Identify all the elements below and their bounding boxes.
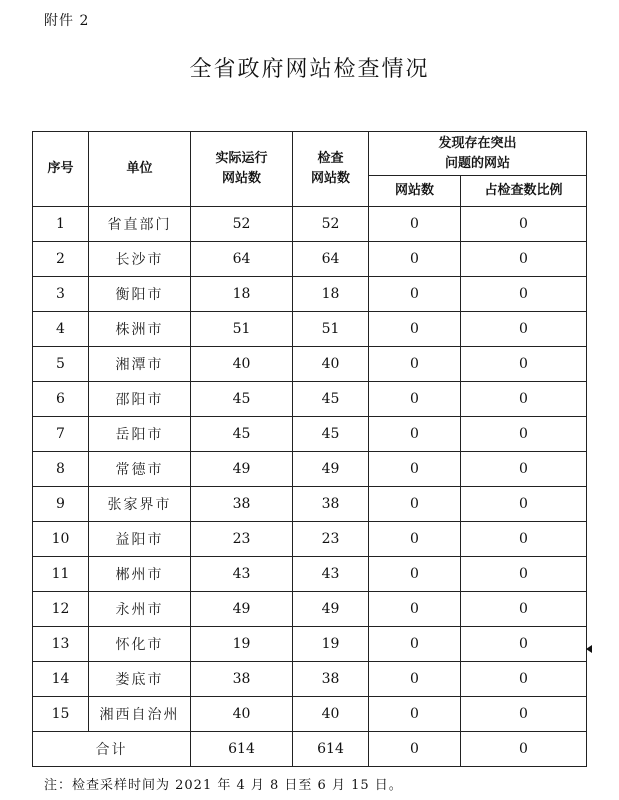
- cell-total-problem-ratio: 0: [461, 732, 587, 767]
- cell-checked-sites: 64: [293, 242, 369, 277]
- cell-problem-ratio: 0: [461, 277, 587, 312]
- cell-problem-ratio: 0: [461, 452, 587, 487]
- header-seq: 序号: [33, 132, 89, 207]
- cell-problem-ratio: 0: [461, 627, 587, 662]
- cell-total-problem-count: 0: [369, 732, 461, 767]
- cell-problem-count: 0: [369, 452, 461, 487]
- cell-running-sites: 49: [191, 452, 293, 487]
- cell-problem-count: 0: [369, 557, 461, 592]
- margin-marker-icon: [586, 645, 592, 653]
- cell-problem-count: 0: [369, 417, 461, 452]
- cell-problem-ratio: 0: [461, 417, 587, 452]
- cell-running-sites: 40: [191, 697, 293, 732]
- cell-checked-sites: 38: [293, 662, 369, 697]
- cell-unit: 邵阳市: [89, 382, 191, 417]
- cell-checked-sites: 49: [293, 452, 369, 487]
- cell-checked-sites: 49: [293, 592, 369, 627]
- cell-checked-sites: 40: [293, 347, 369, 382]
- cell-problem-count: 0: [369, 487, 461, 522]
- cell-problem-ratio: 0: [461, 557, 587, 592]
- cell-problem-count: 0: [369, 242, 461, 277]
- table-row: [33, 592, 587, 627]
- header-problem-ratio: 占检查数比例: [461, 176, 587, 207]
- cell-unit: 娄底市: [89, 662, 191, 697]
- cell-running-sites: 23: [191, 522, 293, 557]
- cell-running-sites: 51: [191, 312, 293, 347]
- cell-running-sites: 18: [191, 277, 293, 312]
- attachment-label: 附件 2: [44, 13, 90, 29]
- cell-problem-count: 0: [369, 522, 461, 557]
- cell-total-checked: 614: [293, 732, 369, 767]
- inspection-table: [32, 131, 587, 767]
- cell-problem-count: 0: [369, 662, 461, 697]
- header-problem-group: 发现存在突出 问题的网站: [369, 132, 587, 176]
- cell-checked-sites: 23: [293, 522, 369, 557]
- cell-unit: 永州市: [89, 592, 191, 627]
- cell-unit: 益阳市: [89, 522, 191, 557]
- table-row: [33, 312, 587, 347]
- cell-problem-count: 0: [369, 277, 461, 312]
- table-body: [33, 207, 587, 767]
- cell-unit: 郴州市: [89, 557, 191, 592]
- cell-seq: 5: [33, 347, 89, 382]
- cell-seq: 13: [33, 627, 89, 662]
- table-total-row: [33, 732, 587, 767]
- cell-checked-sites: 45: [293, 382, 369, 417]
- cell-seq: 8: [33, 452, 89, 487]
- cell-total-label: 合计: [33, 732, 191, 767]
- cell-checked-sites: 38: [293, 487, 369, 522]
- header-checked-sites: 检查 网站数: [293, 132, 369, 207]
- cell-unit: 株洲市: [89, 312, 191, 347]
- cell-problem-ratio: 0: [461, 662, 587, 697]
- cell-problem-ratio: 0: [461, 697, 587, 732]
- cell-running-sites: 40: [191, 347, 293, 382]
- cell-seq: 9: [33, 487, 89, 522]
- cell-unit: 岳阳市: [89, 417, 191, 452]
- cell-problem-ratio: 0: [461, 242, 587, 277]
- cell-running-sites: 38: [191, 487, 293, 522]
- cell-checked-sites: 45: [293, 417, 369, 452]
- cell-problem-ratio: 0: [461, 522, 587, 557]
- cell-running-sites: 38: [191, 662, 293, 697]
- cell-seq: 3: [33, 277, 89, 312]
- cell-unit: 湘潭市: [89, 347, 191, 382]
- cell-seq: 10: [33, 522, 89, 557]
- header-unit: 单位: [89, 132, 191, 207]
- cell-seq: 6: [33, 382, 89, 417]
- table-row: [33, 242, 587, 277]
- cell-running-sites: 49: [191, 592, 293, 627]
- cell-problem-count: 0: [369, 312, 461, 347]
- table-row: [33, 207, 587, 242]
- cell-running-sites: 19: [191, 627, 293, 662]
- cell-problem-ratio: 0: [461, 207, 587, 242]
- cell-seq: 11: [33, 557, 89, 592]
- table-row: [33, 382, 587, 417]
- cell-problem-count: 0: [369, 627, 461, 662]
- cell-unit: 长沙市: [89, 242, 191, 277]
- table-row: [33, 452, 587, 487]
- cell-problem-ratio: 0: [461, 487, 587, 522]
- cell-seq: 7: [33, 417, 89, 452]
- cell-problem-ratio: 0: [461, 382, 587, 417]
- cell-problem-ratio: 0: [461, 347, 587, 382]
- table-row: [33, 522, 587, 557]
- table-row: [33, 662, 587, 697]
- header-problem-count: 网站数: [369, 176, 461, 207]
- cell-seq: 4: [33, 312, 89, 347]
- cell-running-sites: 52: [191, 207, 293, 242]
- cell-unit: 衡阳市: [89, 277, 191, 312]
- cell-checked-sites: 51: [293, 312, 369, 347]
- cell-running-sites: 64: [191, 242, 293, 277]
- cell-seq: 1: [33, 207, 89, 242]
- cell-unit: 张家界市: [89, 487, 191, 522]
- header-running-sites: 实际运行 网站数: [191, 132, 293, 207]
- table-header: [33, 132, 587, 207]
- table-row: [33, 557, 587, 592]
- cell-unit: 怀化市: [89, 627, 191, 662]
- page-title: 全省政府网站检查情况: [189, 57, 430, 82]
- table-row: [33, 627, 587, 662]
- cell-problem-count: 0: [369, 592, 461, 627]
- cell-problem-count: 0: [369, 207, 461, 242]
- cell-checked-sites: 43: [293, 557, 369, 592]
- cell-problem-ratio: 0: [461, 312, 587, 347]
- cell-checked-sites: 52: [293, 207, 369, 242]
- table-row: [33, 277, 587, 312]
- cell-seq: 2: [33, 242, 89, 277]
- cell-seq: 12: [33, 592, 89, 627]
- cell-running-sites: 43: [191, 557, 293, 592]
- table-row: [33, 487, 587, 522]
- cell-unit: 常德市: [89, 452, 191, 487]
- footnote: 注：检查采样时间为 2021 年 4 月 8 日至 6 月 15 日。: [44, 778, 403, 793]
- cell-running-sites: 45: [191, 382, 293, 417]
- cell-unit: 省直部门: [89, 207, 191, 242]
- cell-problem-count: 0: [369, 382, 461, 417]
- cell-problem-count: 0: [369, 697, 461, 732]
- cell-checked-sites: 19: [293, 627, 369, 662]
- table-row: [33, 347, 587, 382]
- table-row: [33, 417, 587, 452]
- cell-problem-ratio: 0: [461, 592, 587, 627]
- cell-problem-count: 0: [369, 347, 461, 382]
- cell-running-sites: 45: [191, 417, 293, 452]
- cell-total-running: 614: [191, 732, 293, 767]
- cell-seq: 14: [33, 662, 89, 697]
- cell-seq: 15: [33, 697, 89, 732]
- table-row: [33, 697, 587, 732]
- cell-unit: 湘西自治州: [89, 697, 191, 732]
- cell-checked-sites: 18: [293, 277, 369, 312]
- cell-checked-sites: 40: [293, 697, 369, 732]
